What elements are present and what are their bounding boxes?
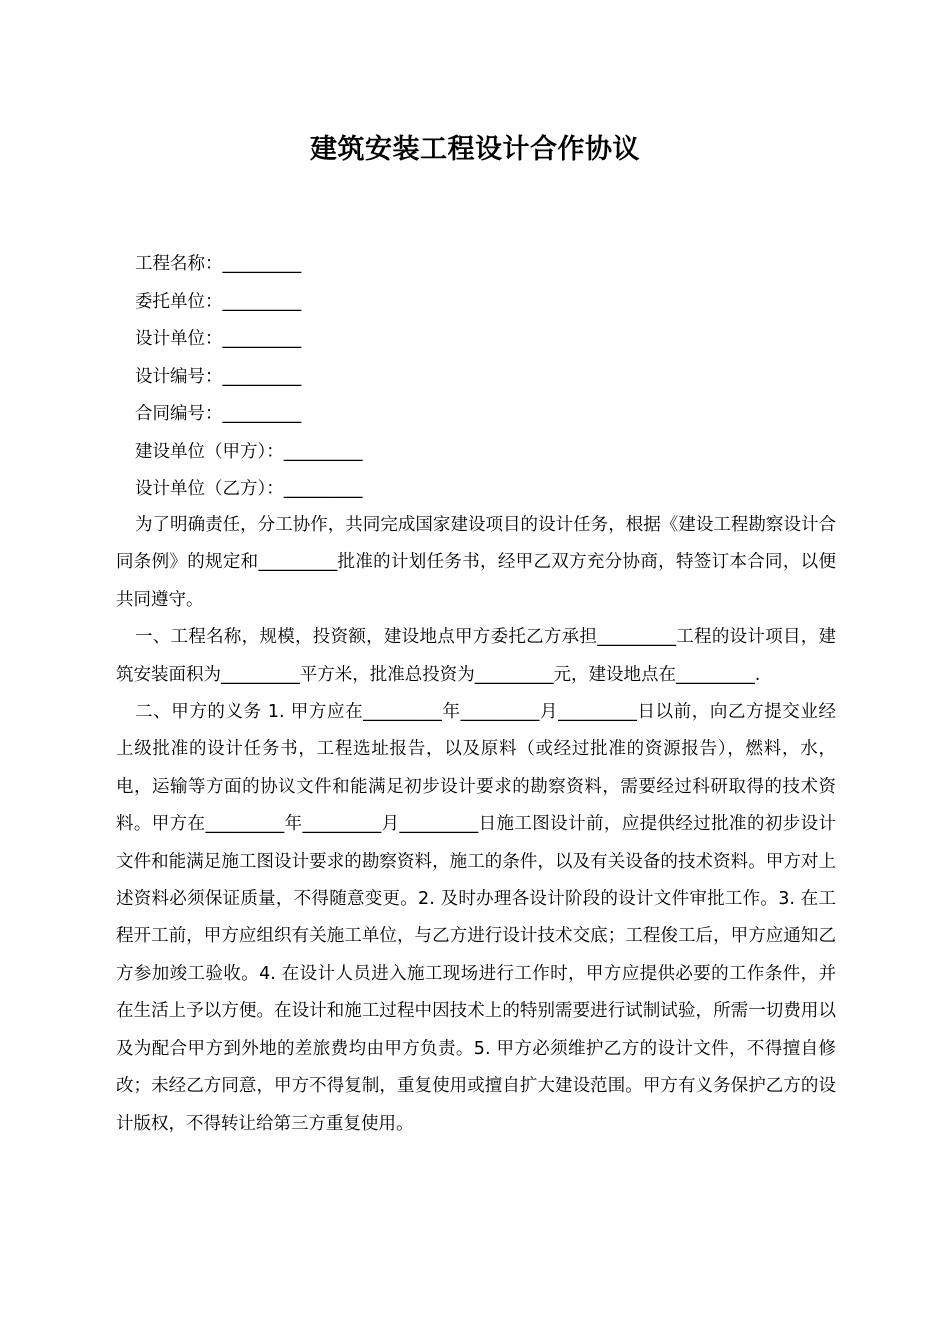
header-fields xyxy=(135,246,835,509)
paragraph-preamble: 为了明确责任，分工协作，共同完成国家建设项目的设计任务，根据《建设工程勘察设计合同条例》的规定和_________批准的计划任务书，经甲乙双方充分协商，特签订本合同，以便共同遵守。 xyxy=(116,515,836,610)
field-design-unit: 设计单位：_________ xyxy=(135,329,302,349)
paragraph-section-2: 二、甲方的义务 1. 甲方应在_________年_________月_________日以前，向乙方提交业经上级批准的设计任务书，工程选址报告，以及原料（或经过批准的资源报告），燃料，水，电，运输等方面的协议文件和能满足初步设计要求的勘察资料，需要经过科研取得的技术资料。甲方在_________年_________月_________日施工图设计前，应提供经过批准的初步设计文件和能满足施工图设计要求的勘察资料，施工的条件，以及有关设备的技术资料。甲方对上述资料必须保证质量，不得随意变更。2. 及时办理各设计阶段的设计文件审批工作。3. 在工程开工前，甲方应组织有关施工单位，与乙方进行设计技术交底；工程俊工后，甲方应通知乙方参加竣工验收。4. 在设计人员进入施工现场进行工作时，甲方应提供必要的工作条件，并在生活上予以方便。在设计和施工过程中因技术上的特别需要进行试制试验，所需一切费用以及为配合甲方到外地的差旅费均由甲方负责。5. 甲方必须维护乙方的设计文件，不得擅自修改；未经乙方同意，甲方不得复制，重复使用或擅自扩大建设范围。甲方有义务保护乙方的设计版权，不得转让给第三方重复使用。 xyxy=(116,702,836,1134)
field-client-unit: 委托单位：_________ xyxy=(135,291,302,312)
document-title: 建筑安装工程设计合作协议 xyxy=(310,134,640,165)
field-party-a: 建设单位（甲方）：_________ xyxy=(135,441,363,462)
field-contract-number: 合同编号：_________ xyxy=(135,404,302,424)
field-project-name: 工程名称：_________ xyxy=(135,254,302,274)
field-party-b: 设计单位（乙方）：_________ xyxy=(135,479,363,499)
paragraph-section-1: 一、工程名称，规模，投资额，建设地点甲方委托乙方承担_________工程的设计项目，建筑安装面积为_________平方米，批准总投资为_________元，建设地点在_________. xyxy=(116,627,836,685)
field-design-number: 设计编号：_________ xyxy=(135,366,302,387)
document-body xyxy=(116,507,836,1143)
